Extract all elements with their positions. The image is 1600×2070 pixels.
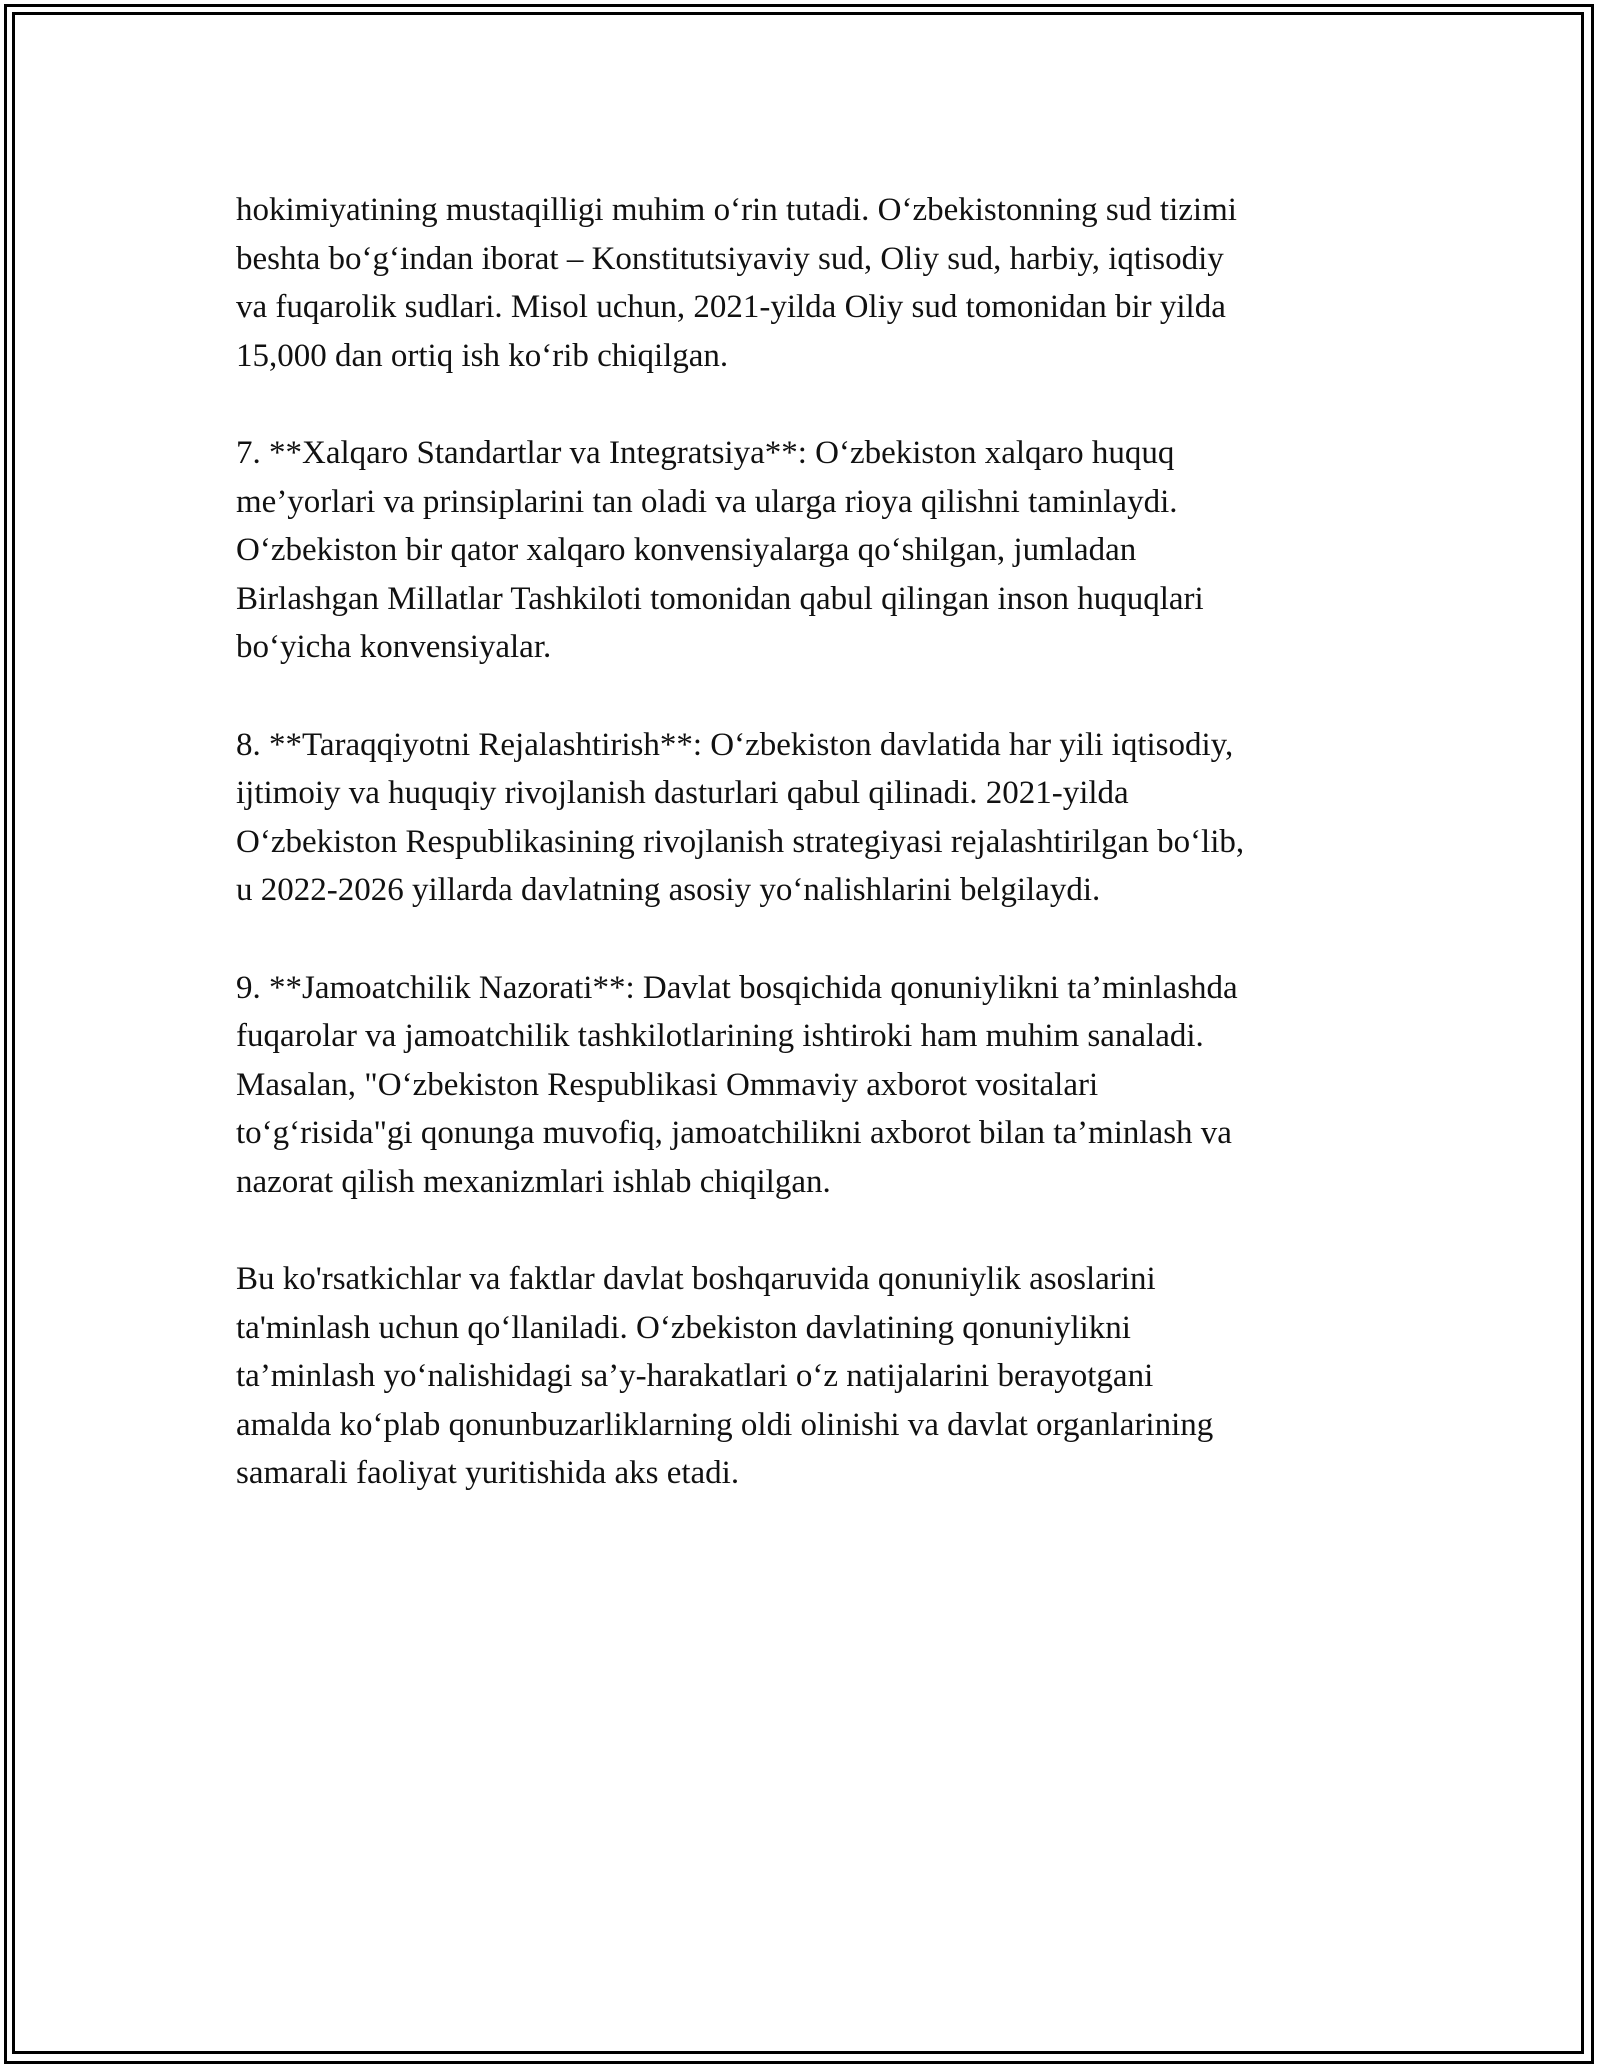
paragraph-judiciary [236,186,1386,380]
text-line: bo‘yicha konvensiyalar. [236,629,552,665]
document-body [236,186,1386,1547]
text-line: amalda ko‘plab qonunbuzarliklarning oldi olinishi va davlat organlarining [236,1406,1214,1443]
paragraph-item-9 [236,964,1386,1207]
text-line: me’yorlari va prinsiplarini tan oladi va ularga rioya qilishni taminlaydi. [236,483,1178,520]
text-line: Masalan, "O‘zbekiston Respublikasi Ommaviy axborot vositalari [236,1066,1099,1103]
paragraph-item-7 [236,429,1386,672]
paragraph-conclusion [236,1255,1386,1498]
text-line: ijtimoiy va huquqiy rivojlanish dasturlari qabul qilinadi. 2021-yilda [236,775,1129,811]
text-line: Birlashgan Millatlar Tashkiloti tomonidan qabul qilingan inson huquqlari [236,580,1204,617]
text-line: 7. **Xalqaro Standartlar va Integratsiya**: O‘zbekiston xalqaro huquq [236,435,1175,471]
text-line: beshta bo‘g‘indan iborat – Konstitutsiyaviy sud, Oliy sud, harbiy, iqtisodiy [236,240,1224,277]
text-line: to‘g‘risida"gi qonunga muvofiq, jamoatchilikni axborot bilan ta’minlash va [236,1115,1232,1151]
text-line: fuqarolar va jamoatchilik tashkilotlarining ishtiroki ham muhim sanaladi. [236,1018,1204,1054]
text-line: 15,000 dan ortiq ish ko‘rib chiqilgan. [236,337,729,374]
text-line: u 2022-2026 yillarda davlatning asosiy yo‘nalishlarini belgilaydi. [236,872,1101,908]
text-line: nazorat qilish mexanizmlari ishlab chiqilgan. [236,1163,831,1200]
text-line: O‘zbekiston bir qator xalqaro konvensiyalarga qo‘shilgan, jumladan [236,532,1137,568]
paragraph-item-8 [236,721,1386,915]
text-line: O‘zbekiston Respublikasining rivojlanish strategiyasi rejalashtirilgan bo‘lib, [236,823,1245,860]
text-line: 8. **Taraqqiyotni Rejalashtirish**: O‘zbekiston davlatida har yili iqtisodiy, [236,726,1234,763]
text-line: samarali faoliyat yuritishida aks etadi. [236,1455,740,1491]
text-line: va fuqarolik sudlari. Misol uchun, 2021-yilda Oliy sud tomonidan bir yilda [236,289,1226,325]
text-line: hokimiyatining mustaqilligi muhim o‘rin tutadi. O‘zbekistonning sud tizimi [236,192,1237,228]
text-line: 9. **Jamoatchilik Nazorati**: Davlat bosqichida qonuniylikni ta’minlashda [236,969,1238,1006]
text-line: Bu ko'rsatkichlar va faktlar davlat boshqaruvida qonuniylik asoslarini [236,1261,1156,1297]
text-line: ta’minlash yo‘nalishidagi sa’y-harakatlari o‘z natijalarini berayotgani [236,1358,1154,1394]
text-line: ta'minlash uchun qo‘llaniladi. O‘zbekiston davlatining qonuniylikni [236,1309,1131,1346]
